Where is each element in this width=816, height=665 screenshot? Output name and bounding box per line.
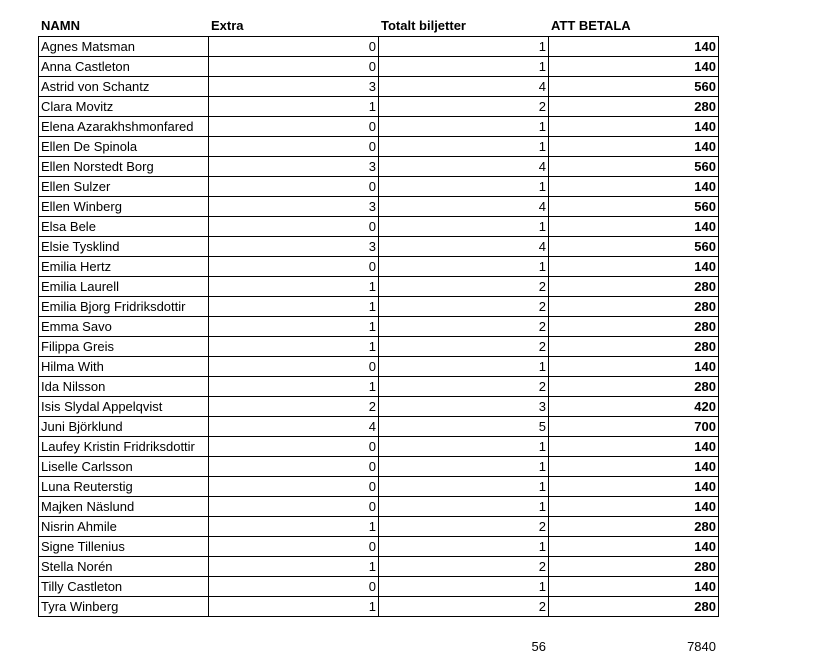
pay-cell[interactable]: 140: [549, 577, 719, 597]
extra-cell[interactable]: 3: [209, 77, 379, 97]
extra-cell[interactable]: 1: [209, 557, 379, 577]
total-pay-cell[interactable]: 7840: [687, 639, 716, 654]
extra-cell[interactable]: 0: [209, 457, 379, 477]
pay-cell[interactable]: 140: [549, 497, 719, 517]
pay-cell[interactable]: 140: [549, 457, 719, 477]
extra-cell[interactable]: 2: [209, 397, 379, 417]
name-cell[interactable]: Tyra Winberg: [39, 597, 209, 617]
extra-cell[interactable]: 0: [209, 257, 379, 277]
tickets-cell[interactable]: 1: [379, 137, 549, 157]
tickets-cell[interactable]: 4: [379, 157, 549, 177]
pay-cell[interactable]: 280: [549, 277, 719, 297]
header-row: [38, 16, 719, 36]
tickets-cell[interactable]: 4: [379, 237, 549, 257]
tickets-cell[interactable]: 2: [379, 377, 549, 397]
tickets-cell[interactable]: 1: [379, 497, 549, 517]
table-row: [39, 517, 719, 537]
extra-cell[interactable]: 0: [209, 137, 379, 157]
header-extra[interactable]: Extra: [211, 18, 244, 33]
pay-cell[interactable]: 140: [549, 217, 719, 237]
extra-cell[interactable]: 0: [209, 57, 379, 77]
table-row: [39, 497, 719, 517]
ticket-table-body: [39, 37, 719, 617]
name-cell[interactable]: Ellen Norstedt Borg: [39, 157, 209, 177]
pay-cell[interactable]: 560: [549, 237, 719, 257]
tickets-cell[interactable]: 2: [379, 97, 549, 117]
name-cell[interactable]: Nisrin Ahmile: [39, 517, 209, 537]
pay-cell[interactable]: 560: [549, 157, 719, 177]
header-tickets[interactable]: Totalt biljetter: [381, 18, 466, 33]
name-cell[interactable]: Elsie Tysklind: [39, 237, 209, 257]
tickets-cell[interactable]: 4: [379, 77, 549, 97]
extra-cell[interactable]: 0: [209, 537, 379, 557]
pay-cell[interactable]: 280: [549, 557, 719, 577]
table-row: [39, 97, 719, 117]
name-cell[interactable]: Elsa Bele: [39, 217, 209, 237]
table-row: [39, 237, 719, 257]
extra-cell[interactable]: 1: [209, 377, 379, 397]
table-row: [39, 277, 719, 297]
name-cell[interactable]: Filippa Greis: [39, 337, 209, 357]
name-cell[interactable]: Clara Movitz: [39, 97, 209, 117]
pay-cell[interactable]: 140: [549, 357, 719, 377]
table-row: [39, 377, 719, 397]
extra-cell[interactable]: 1: [209, 597, 379, 617]
table-row: [39, 137, 719, 157]
table-row: [39, 37, 719, 57]
pay-cell[interactable]: 140: [549, 537, 719, 557]
pay-cell[interactable]: 140: [549, 477, 719, 497]
extra-cell[interactable]: 0: [209, 357, 379, 377]
name-cell[interactable]: Liselle Carlsson: [39, 457, 209, 477]
table-row: [39, 317, 719, 337]
extra-cell[interactable]: 0: [209, 177, 379, 197]
table-row: [39, 357, 719, 377]
extra-cell[interactable]: 0: [209, 577, 379, 597]
ticket-table: [38, 36, 719, 617]
header-name[interactable]: NAMN: [41, 18, 80, 33]
pay-cell[interactable]: 700: [549, 417, 719, 437]
pay-cell[interactable]: 280: [549, 297, 719, 317]
extra-cell[interactable]: 0: [209, 217, 379, 237]
table-row: [39, 397, 719, 417]
pay-cell[interactable]: 140: [549, 257, 719, 277]
table-row: [39, 577, 719, 597]
pay-cell[interactable]: 280: [549, 377, 719, 397]
table-row: [39, 437, 719, 457]
pay-cell[interactable]: 280: [549, 97, 719, 117]
name-cell[interactable]: Emma Savo: [39, 317, 209, 337]
tickets-cell[interactable]: 3: [379, 397, 549, 417]
pay-cell[interactable]: 560: [549, 197, 719, 217]
table-row: [39, 57, 719, 77]
extra-cell[interactable]: 0: [209, 477, 379, 497]
name-cell[interactable]: Ellen Sulzer: [39, 177, 209, 197]
tickets-cell[interactable]: 2: [379, 517, 549, 537]
table-row: [39, 557, 719, 577]
tickets-cell[interactable]: 2: [379, 297, 549, 317]
table-row: [39, 477, 719, 497]
table-row: [39, 417, 719, 437]
pay-cell[interactable]: 280: [549, 597, 719, 617]
extra-cell[interactable]: 0: [209, 497, 379, 517]
name-cell[interactable]: Ida Nilsson: [39, 377, 209, 397]
tickets-cell[interactable]: 2: [379, 317, 549, 337]
extra-cell[interactable]: 1: [209, 297, 379, 317]
pay-cell[interactable]: 140: [549, 137, 719, 157]
name-cell[interactable]: Agnes Matsman: [39, 37, 209, 57]
tickets-cell[interactable]: 4: [379, 197, 549, 217]
table-row: [39, 117, 719, 137]
pay-cell[interactable]: 560: [549, 77, 719, 97]
tickets-cell[interactable]: 1: [379, 537, 549, 557]
table-row: [39, 537, 719, 557]
name-cell[interactable]: Emilia Laurell: [39, 277, 209, 297]
table-row: [39, 77, 719, 97]
pay-cell[interactable]: 140: [549, 177, 719, 197]
tickets-cell[interactable]: 1: [379, 117, 549, 137]
name-cell[interactable]: Luna Reuterstig: [39, 477, 209, 497]
name-cell[interactable]: Astrid von Schantz: [39, 77, 209, 97]
tickets-cell[interactable]: 2: [379, 597, 549, 617]
extra-cell[interactable]: 1: [209, 337, 379, 357]
name-cell[interactable]: Laufey Kristin Fridriksdottir: [39, 437, 209, 457]
tickets-cell[interactable]: 5: [379, 417, 549, 437]
pay-cell[interactable]: 140: [549, 37, 719, 57]
name-cell[interactable]: Signe Tillenius: [39, 537, 209, 557]
name-cell[interactable]: Emilia Bjorg Fridriksdottir: [39, 297, 209, 317]
tickets-cell[interactable]: 1: [379, 357, 549, 377]
extra-cell[interactable]: 0: [209, 437, 379, 457]
header-pay[interactable]: ATT BETALA: [551, 18, 631, 33]
extra-cell[interactable]: 0: [209, 37, 379, 57]
pay-cell[interactable]: 280: [549, 337, 719, 357]
table-row: [39, 457, 719, 477]
extra-cell[interactable]: 1: [209, 277, 379, 297]
name-cell[interactable]: Tilly Castleton: [39, 577, 209, 597]
tickets-cell[interactable]: 2: [379, 557, 549, 577]
name-cell[interactable]: Ellen Winberg: [39, 197, 209, 217]
pay-cell[interactable]: 140: [549, 117, 719, 137]
tickets-cell[interactable]: 1: [379, 37, 549, 57]
extra-cell[interactable]: 3: [209, 197, 379, 217]
pay-cell[interactable]: 140: [549, 57, 719, 77]
pay-cell[interactable]: 140: [549, 437, 719, 457]
tickets-cell[interactable]: 2: [379, 337, 549, 357]
table-row: [39, 597, 719, 617]
name-cell[interactable]: Juni Björklund: [39, 417, 209, 437]
name-cell[interactable]: Elena Azarakhshmonfared: [39, 117, 209, 137]
table-row: [39, 297, 719, 317]
tickets-cell[interactable]: 1: [379, 177, 549, 197]
extra-cell[interactable]: 1: [209, 517, 379, 537]
pay-cell[interactable]: 280: [549, 517, 719, 537]
extra-cell[interactable]: 3: [209, 157, 379, 177]
name-cell[interactable]: Majken Näslund: [39, 497, 209, 517]
extra-cell[interactable]: 4: [209, 417, 379, 437]
pay-cell[interactable]: 420: [549, 397, 719, 417]
extra-cell[interactable]: 1: [209, 97, 379, 117]
table-row: [39, 197, 719, 217]
table-row: [39, 217, 719, 237]
name-cell[interactable]: Isis Slydal Appelqvist: [39, 397, 209, 417]
table-row: [39, 257, 719, 277]
name-cell[interactable]: Anna Castleton: [39, 57, 209, 77]
tickets-cell[interactable]: 1: [379, 437, 549, 457]
name-cell[interactable]: Emilia Hertz: [39, 257, 209, 277]
extra-cell[interactable]: 0: [209, 117, 379, 137]
name-cell[interactable]: Stella Norén: [39, 557, 209, 577]
tickets-cell[interactable]: 1: [379, 477, 549, 497]
name-cell[interactable]: Hilma With: [39, 357, 209, 377]
spreadsheet: [38, 16, 719, 617]
pay-cell[interactable]: 280: [549, 317, 719, 337]
table-row: [39, 157, 719, 177]
tickets-cell[interactable]: 2: [379, 277, 549, 297]
table-row: [39, 337, 719, 357]
tickets-cell[interactable]: 1: [379, 577, 549, 597]
table-row: [39, 177, 719, 197]
total-tickets-cell[interactable]: 56: [531, 639, 546, 654]
tickets-cell[interactable]: 1: [379, 257, 549, 277]
tickets-cell[interactable]: 1: [379, 457, 549, 477]
extra-cell[interactable]: 1: [209, 317, 379, 337]
totals-row: [0, 637, 816, 657]
name-cell[interactable]: Ellen De Spinola: [39, 137, 209, 157]
extra-cell[interactable]: 3: [209, 237, 379, 257]
tickets-cell[interactable]: 1: [379, 57, 549, 77]
tickets-cell[interactable]: 1: [379, 217, 549, 237]
